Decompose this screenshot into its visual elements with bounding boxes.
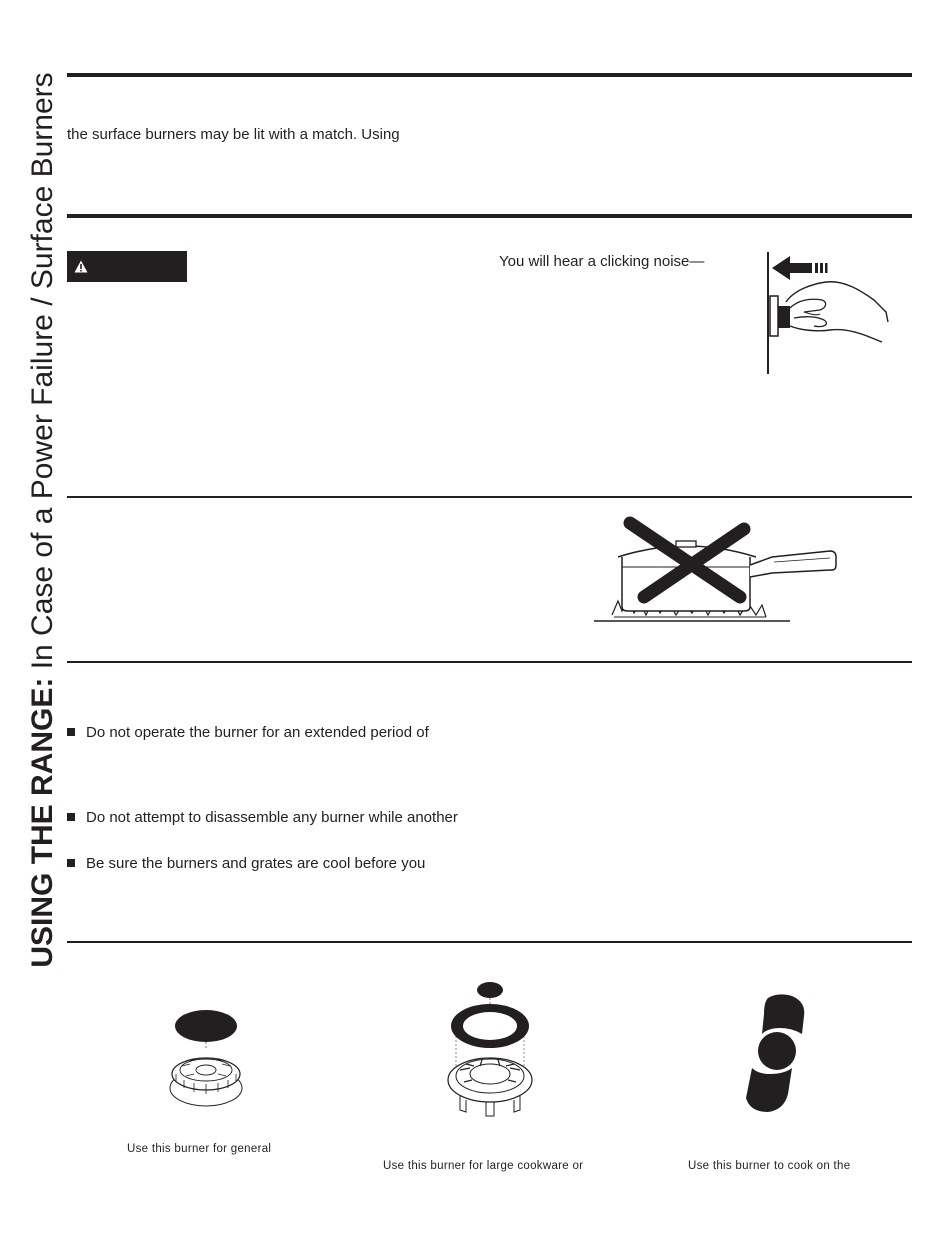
bullet-extended-period — [67, 724, 429, 742]
bullet-square-icon — [67, 813, 75, 821]
bullet-text: Do not attempt to disassemble any burner while another — [86, 809, 458, 826]
title-bold: USING THE RANGE: — [26, 677, 59, 968]
section-title-vertical — [28, 72, 58, 967]
clicking-noise-text: You will hear a clicking noise— — [499, 253, 705, 270]
caption-standard-burner: Use this burner for general — [127, 1143, 272, 1155]
large-burner-icon — [440, 978, 540, 1118]
caption-large-burner: Use this burner for large cookware or — [383, 1160, 584, 1172]
bullet-square-icon — [67, 859, 75, 867]
knob-push-arrow-icon — [764, 250, 894, 376]
bullet-text: Be sure the burners and grates are cool before you — [86, 855, 426, 872]
title-regular: In Case of a Power Failure / Surface Burners — [26, 72, 59, 678]
section-divider-4 — [67, 661, 912, 663]
section-divider-top — [67, 73, 912, 77]
match-lighting-text: the surface burners may be lit with a match. Using — [67, 126, 400, 143]
section-divider-2 — [67, 214, 912, 218]
warning-badge — [67, 251, 187, 282]
section-divider-5 — [67, 941, 912, 943]
oval-burner-icon — [740, 994, 810, 1114]
bullet-text: Do not operate the burner for an extended period of — [86, 724, 429, 741]
section-divider-3 — [67, 496, 912, 498]
caption-oval-burner: Use this burner to cook on the — [688, 1160, 851, 1172]
standard-burner-icon — [166, 1008, 246, 1108]
crossed-out-pot-icon — [594, 515, 839, 625]
warning-triangle-icon — [74, 260, 88, 273]
bullet-cool-before — [67, 855, 425, 873]
bullet-square-icon — [67, 728, 75, 736]
bullet-disassemble — [67, 809, 458, 827]
